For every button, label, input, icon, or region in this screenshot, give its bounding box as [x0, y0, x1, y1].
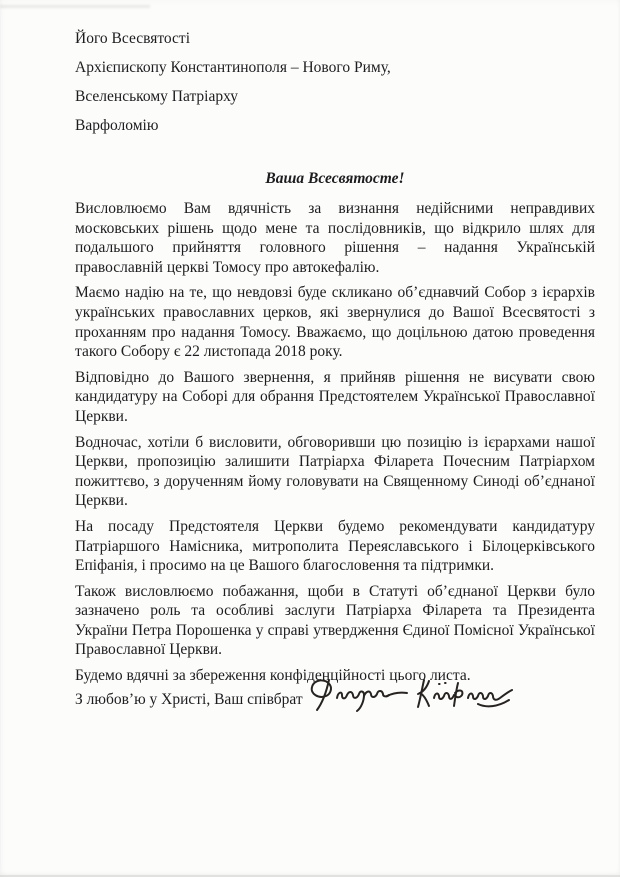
paragraph-recommendation: На посаду Предстоятеля Церкви будемо рекомендувати кандидатуру Патріаршого Намісника, митрополита Переяславського і Білоцерківського Епіфанія, і просимо на це Вашого благословення та підтримки.	[75, 517, 595, 575]
salutation: Ваша Всесвятосте!	[265, 170, 405, 187]
recipient-block	[75, 24, 595, 140]
letter-content	[75, 24, 595, 709]
paragraph-honorary-patriarch: Водночас, хотіли б висловити, обговоривши цю позицію із ієрархами нашої Церкви, пропозицію залишити Патріарха Філарета Почесним Патріархом пожиттєво, з дорученням йому головувати на Священному Синоді об’єднаної Церкви.	[75, 433, 595, 510]
paragraph-candidacy: Відповідно до Вашого звернення, я прийняв рішення не висувати свою кандидатуру на Соборі для обрання Предстоятелем Української Православної Церкви.	[75, 368, 595, 425]
recipient-line: Варфоломію	[75, 117, 159, 134]
recipient-line: Архієпископу Константинополя – Нового Риму,	[75, 59, 391, 76]
recipient-line: Його Всесвятості	[75, 30, 191, 47]
closing-line: З любов’ю у Христі, Ваш співбрат	[75, 690, 303, 708]
handwritten-signature	[300, 668, 515, 722]
confidentiality-line: Будемо вдячні за збереження конфіденційності цього листа.	[75, 667, 471, 685]
paragraph-gratitude: Висловлюємо Вам вдячність за визнання недійсними неправдивих московських рішень щодо мене та послідовників, що відкрило шлях для подальшого прийняття головного рішення – надання Українській православній церкві Томосу про автокефалію.	[75, 200, 595, 276]
scan-artifact	[0, 5, 150, 8]
closing-row	[75, 690, 595, 710]
recipient-line: Вселенському Патріарху	[75, 88, 239, 105]
paragraph-statute: Також висловлюємо побажання, щоби в Статуті об’єднаної Церкви було зазначено роль та особливі заслуги Патріарха Філарета та Президента України Петра Порошенка у справі утвердження Єдиної Помісної Української Православної Церкви.	[75, 582, 595, 659]
paragraph-sobor-date: Маємо надію на те, що невдовзі буде скликано об’єднавчий Собор з ієрархів українських православних церков, які звернулися до Вашої Всесвятості з проханням про надання Томосу. Вважаємо, що доцільною датою проведення такого Собору є 22 листопада 2018 року.	[75, 284, 595, 361]
